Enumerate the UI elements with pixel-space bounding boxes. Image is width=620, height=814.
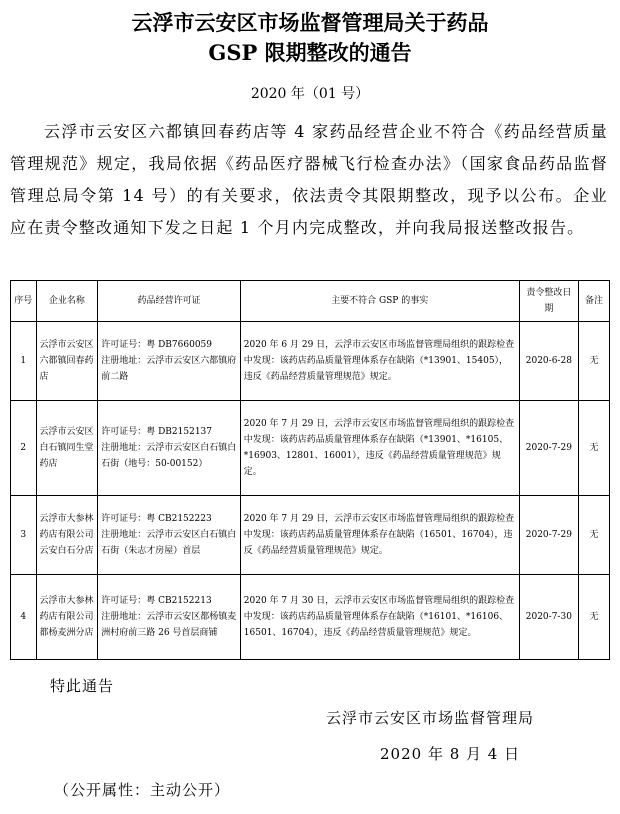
header-facts: 主要不符合 GSP 的事实 bbox=[240, 281, 519, 322]
license-number: 许可证号：粤 DB2152137 bbox=[101, 427, 213, 437]
license-cell bbox=[98, 496, 241, 575]
registered-address: 注册地址：云浮市云安区都杨镇麦洲村府前三路 26 号首层商铺 bbox=[101, 612, 237, 638]
remark: 无 bbox=[579, 322, 610, 401]
header-company: 企业名称 bbox=[36, 281, 98, 322]
registered-address: 注册地址：云浮市云安区白石镇白石街（地号：50-00152） bbox=[101, 443, 237, 469]
table-row bbox=[11, 496, 610, 575]
registered-address: 注册地址：云浮市云安区六都镇府前二路 bbox=[101, 356, 237, 382]
license-cell bbox=[98, 322, 241, 401]
document-number: 2020 年（01 号） bbox=[250, 86, 370, 102]
remark: 无 bbox=[579, 575, 610, 660]
table-header-row bbox=[11, 281, 610, 322]
notice-table bbox=[10, 280, 610, 660]
closing-text: 特此通告 bbox=[50, 677, 115, 695]
violation-facts: 2020 年 7 月 30 日，云浮市云安区市场监督管理局组织的跟踪检查中发现：该药店药品质量管理体系存在缺陷（*16101、*16106、16501、16704），违反《药品经营质量管理规范》规定。 bbox=[240, 575, 519, 660]
header-license: 药品经营许可证 bbox=[98, 281, 241, 322]
license-number: 许可证号：粤 CB2152223 bbox=[101, 514, 212, 524]
row-number: 4 bbox=[11, 575, 37, 660]
title-line-1: 云浮市云安区市场监督管理局关于药品 bbox=[131, 10, 489, 35]
company-name: 云浮市大参林药店有限公司都杨麦洲分店 bbox=[36, 575, 98, 660]
intro-paragraph: 云浮市云安区六都镇回春药店等 4 家药品经营企业不符合《药品经营质量管理规范》规定，我局依据《药品医疗器械飞行检查办法》（国家食品药品监督管理总局令第 14 号）的有关要求，依法责令其限期整改，现予以公布。企业应在责令整改通知下发之日起 1 个月内完成整改，并向我局报送整改报告。 bbox=[10, 122, 608, 237]
company-name: 云浮市云安区白石镇同生堂药店 bbox=[36, 401, 98, 496]
row-number: 2 bbox=[11, 401, 37, 496]
row-number: 1 bbox=[11, 322, 37, 401]
rectify-date: 2020-7-29 bbox=[519, 496, 579, 575]
rectify-date: 2020-7-30 bbox=[519, 575, 579, 660]
license-cell bbox=[98, 401, 241, 496]
violation-facts: 2020 年 6 月 29 日，云浮市云安区市场监督管理局组织的跟踪检查中发现：该药店药品质量管理体系存在缺陷（*13901、15405），违反《药品经营质量管理规范》规定。 bbox=[240, 322, 519, 401]
rectify-date: 2020-6-28 bbox=[519, 322, 579, 401]
table-row bbox=[11, 401, 610, 496]
row-number: 3 bbox=[11, 496, 37, 575]
header-no: 序号 bbox=[11, 281, 37, 322]
violation-facts: 2020 年 7 月 29 日，云浮市云安区市场监督管理局组织的跟踪检查中发现：该药店药品质量管理体系存在缺陷（*13901、*16105、*16903、12801、16001），违反《药品经营质量管理规范》规定。 bbox=[240, 401, 519, 496]
company-name: 云浮市云安区六都镇回春药店 bbox=[36, 322, 98, 401]
issue-date: 2020 年 8 月 4 日 bbox=[380, 745, 521, 763]
table-row bbox=[11, 322, 610, 401]
table-row bbox=[11, 575, 610, 660]
remark: 无 bbox=[579, 401, 610, 496]
violation-facts: 2020 年 7 月 29 日，云浮市云安区市场监督管理局组织的跟踪检查中发现：该药店药品质量管理体系存在缺陷（16501、16704），违反《药品经营质量管理规范》规定。 bbox=[240, 496, 519, 575]
header-note: 备注 bbox=[579, 281, 610, 322]
license-number: 许可证号：粤 CB2152213 bbox=[101, 596, 212, 606]
company-name: 云浮市大参林药店有限公司云安白石分店 bbox=[36, 496, 98, 575]
issuing-organization: 云浮市云安区市场监督管理局 bbox=[326, 709, 535, 727]
remark: 无 bbox=[579, 496, 610, 575]
rectify-date: 2020-7-29 bbox=[519, 401, 579, 496]
license-number: 许可证号：粤 DB7660059 bbox=[101, 340, 213, 350]
registered-address: 注册地址：云浮市云安区白石镇白石街（朱志才房屋）首层 bbox=[101, 530, 237, 556]
license-cell bbox=[98, 575, 241, 660]
title-line-2: GSP 限期整改的通告 bbox=[208, 40, 412, 65]
public-attribute: （公开属性：主动公开） bbox=[54, 781, 231, 799]
header-date: 责令整改日期 bbox=[519, 281, 579, 322]
